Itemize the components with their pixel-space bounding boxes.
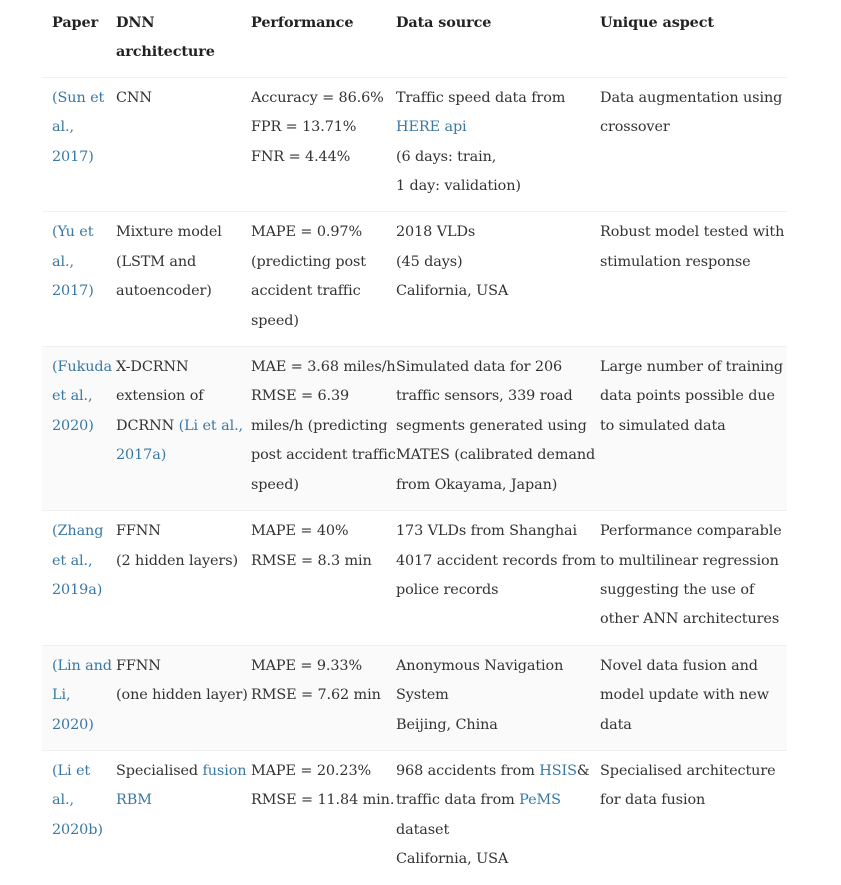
- header-unique-aspect: Unique aspect: [600, 14, 714, 31]
- paper-cell: [42, 750, 116, 884]
- architecture-cell: [116, 347, 251, 511]
- citation-link[interactable]: (Yu et al., 2017): [52, 224, 94, 300]
- paper-cell: [42, 77, 116, 212]
- performance-line: RMSE = 6.39 miles/h (predicting post accident traffic speed): [251, 388, 396, 493]
- data-source-text: California, USA: [396, 283, 509, 300]
- data-source-text: (45 days): [396, 253, 463, 270]
- performance-line: FNR = 4.44%: [251, 148, 351, 165]
- performance-cell: [251, 77, 396, 212]
- performance-cell: MAPE = 0.97% (predicting post accident traffic speed): [251, 212, 396, 347]
- performance-cell: [251, 511, 396, 646]
- table-row: [42, 212, 787, 347]
- citation-link[interactable]: (Li et al., 2017a): [116, 417, 244, 464]
- architecture-cell: [116, 750, 251, 884]
- performance-line: FPR = 13.71%: [251, 119, 357, 136]
- performance-line: MAPE = 40%: [251, 523, 349, 540]
- performance-cell: [251, 750, 396, 884]
- performance-line: RMSE = 7.62 min: [251, 687, 381, 704]
- performance-line: RMSE = 11.84 min.: [251, 792, 395, 809]
- architecture-line: FFNN: [116, 523, 161, 540]
- data-source-location: California, USA: [396, 851, 509, 868]
- architecture-line: (2 hidden layers): [116, 552, 239, 569]
- table-header: [42, 0, 787, 77]
- data-source-cell: 173 VLDs from Shanghai 4017 accident records from police records: [396, 511, 600, 646]
- citation-link[interactable]: (Zhang et al., 2019a): [52, 523, 104, 598]
- header-dnn-architecture: DNN architecture: [116, 14, 215, 61]
- table-row: [42, 645, 787, 750]
- data-source-text: 1 day: validation): [396, 178, 521, 195]
- data-source-text: & traffic data from: [396, 762, 590, 809]
- data-source-text: dataset: [396, 821, 450, 838]
- header-paper: Paper: [52, 14, 99, 31]
- unique-aspect-cell: Data augmentation using crossover: [600, 77, 787, 212]
- table-row: [42, 511, 787, 646]
- performance-line: Accuracy = 86.6%: [251, 89, 384, 106]
- unique-aspect-cell: Novel data fusion and model update with new data: [600, 645, 787, 750]
- citation-link[interactable]: (Fukuda et al., 2020): [52, 359, 112, 434]
- table-row: [42, 347, 787, 511]
- architecture-cell: [116, 511, 251, 646]
- dnn-comparison-table: [42, 0, 787, 885]
- unique-aspect-cell: Large number of training data points possible due to simulated data: [600, 347, 787, 511]
- performance-line: MAPE = 20.23%: [251, 762, 372, 779]
- data-source-text: (6 days: train,: [396, 148, 497, 165]
- paper-cell: [42, 645, 116, 750]
- performance-line: RMSE = 8.3 min: [251, 552, 372, 569]
- header-performance: Performance: [251, 14, 354, 31]
- citation-link[interactable]: (Lin and Li, 2020): [52, 657, 112, 733]
- data-source-cell: [396, 750, 600, 884]
- pems-link[interactable]: PeMS: [519, 792, 561, 809]
- architecture-cell: [116, 645, 251, 750]
- architecture-text: Specialised: [116, 762, 199, 779]
- data-source-text: 2018 VLDs: [396, 224, 476, 241]
- performance-cell: [251, 645, 396, 750]
- data-source-text: Beijing, China: [396, 716, 498, 733]
- data-source-cell: [396, 77, 600, 212]
- citation-link[interactable]: (Sun et al., 2017): [52, 89, 105, 165]
- data-source-text: 968 accidents from: [396, 762, 535, 779]
- table-row: [42, 750, 787, 884]
- paper-cell: [42, 212, 116, 347]
- header-data-source: Data source: [396, 14, 492, 31]
- here-api-link[interactable]: HERE api: [396, 119, 467, 136]
- unique-aspect-cell: Robust model tested with stimulation response: [600, 212, 787, 347]
- data-source-text: Anonymous Navigation System: [396, 657, 564, 704]
- hsis-link[interactable]: HSIS: [539, 762, 577, 779]
- architecture-line: (one hidden layer): [116, 687, 248, 704]
- architecture-line: FFNN: [116, 657, 161, 674]
- data-source-cell: Simulated data for 206 traffic sensors, 339 road segments generated using MATES (calibrated demand from Okayama, Japan): [396, 347, 600, 511]
- header-row: [42, 0, 787, 77]
- data-source-cell: [396, 645, 600, 750]
- performance-cell: [251, 347, 396, 511]
- data-source-text: Traffic speed data from: [396, 89, 566, 106]
- unique-aspect-cell: Specialised architecture for data fusion: [600, 750, 787, 884]
- architecture-cell: Mixture model (LSTM and autoencoder): [116, 212, 251, 347]
- table-body: [42, 77, 787, 884]
- performance-line: MAE = 3.68 miles/h: [251, 359, 396, 376]
- performance-line: MAPE = 9.33%: [251, 657, 363, 674]
- citation-link[interactable]: (Li et al., 2020b): [52, 762, 103, 838]
- fusion-rbm-link[interactable]: fusion RBM: [116, 762, 247, 809]
- data-source-cell: [396, 212, 600, 347]
- table-row: [42, 77, 787, 212]
- paper-cell: [42, 511, 116, 646]
- paper-cell: [42, 347, 116, 511]
- architecture-text: X-DCRNN extension of DCRNN: [116, 359, 204, 434]
- unique-aspect-cell: Performance comparable to multilinear regression suggesting the use of other ANN architectures: [600, 511, 787, 646]
- architecture-cell: CNN: [116, 77, 251, 212]
